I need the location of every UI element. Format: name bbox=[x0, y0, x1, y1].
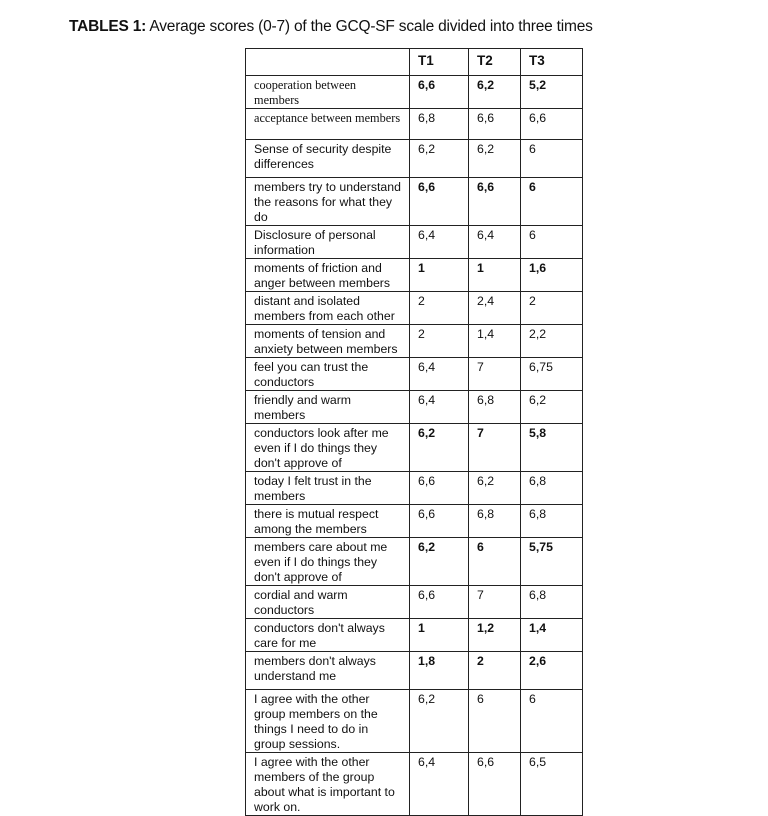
t1-cell: 2 bbox=[410, 325, 469, 358]
t3-cell: 6,75 bbox=[521, 358, 583, 391]
t2-cell: 6,8 bbox=[469, 391, 521, 424]
t2-cell: 2,4 bbox=[469, 292, 521, 325]
table-body bbox=[246, 76, 583, 816]
table-caption bbox=[69, 18, 593, 36]
item-cell: I agree with the other group members on the things I need to do in group sessions. bbox=[246, 690, 410, 753]
item-cell: members try to understand the reasons for what they do bbox=[246, 178, 410, 226]
item-cell: conductors don't always care for me bbox=[246, 619, 410, 652]
t3-cell: 5,75 bbox=[521, 538, 583, 586]
t3-cell: 1,6 bbox=[521, 259, 583, 292]
t2-cell: 7 bbox=[469, 424, 521, 472]
t3-cell: 6,2 bbox=[521, 391, 583, 424]
table-row bbox=[246, 505, 583, 538]
table-row bbox=[246, 358, 583, 391]
t3-cell: 6,6 bbox=[521, 109, 583, 140]
t1-cell: 6,6 bbox=[410, 505, 469, 538]
t3-cell: 6 bbox=[521, 690, 583, 753]
item-cell: cordial and warm conductors bbox=[246, 586, 410, 619]
t2-cell: 6 bbox=[469, 690, 521, 753]
t2-cell: 1,4 bbox=[469, 325, 521, 358]
header-item bbox=[246, 49, 410, 76]
item-cell: members don't always understand me bbox=[246, 652, 410, 690]
item-cell: moments of tension and anxiety between members bbox=[246, 325, 410, 358]
t1-cell: 1,8 bbox=[410, 652, 469, 690]
item-cell: friendly and warm members bbox=[246, 391, 410, 424]
header-t2: T2 bbox=[469, 49, 521, 76]
t1-cell: 6,2 bbox=[410, 538, 469, 586]
t1-cell: 6,2 bbox=[410, 424, 469, 472]
t1-cell: 6,2 bbox=[410, 690, 469, 753]
t3-cell: 5,2 bbox=[521, 76, 583, 109]
t3-cell: 1,4 bbox=[521, 619, 583, 652]
t1-cell: 6,2 bbox=[410, 140, 469, 178]
t2-cell: 6 bbox=[469, 538, 521, 586]
t3-cell: 5,8 bbox=[521, 424, 583, 472]
table-row bbox=[246, 538, 583, 586]
table-row bbox=[246, 259, 583, 292]
t2-cell: 6,6 bbox=[469, 178, 521, 226]
caption-text: Average scores (0-7) of the GCQ-SF scale divided into three times bbox=[146, 18, 593, 35]
t3-cell: 6 bbox=[521, 140, 583, 178]
t1-cell: 6,4 bbox=[410, 226, 469, 259]
item-cell: feel you can trust the conductors bbox=[246, 358, 410, 391]
item-cell: Disclosure of personal information bbox=[246, 226, 410, 259]
table-row bbox=[246, 619, 583, 652]
t2-cell: 6,6 bbox=[469, 753, 521, 816]
t1-cell: 6,6 bbox=[410, 178, 469, 226]
t3-cell: 6 bbox=[521, 226, 583, 259]
t2-cell: 1,2 bbox=[469, 619, 521, 652]
item-cell: there is mutual respect among the members bbox=[246, 505, 410, 538]
t1-cell: 1 bbox=[410, 619, 469, 652]
t1-cell: 6,6 bbox=[410, 586, 469, 619]
t2-cell: 2 bbox=[469, 652, 521, 690]
item-cell: distant and isolated members from each other bbox=[246, 292, 410, 325]
t1-cell: 6,4 bbox=[410, 391, 469, 424]
table-row bbox=[246, 292, 583, 325]
table-row bbox=[246, 226, 583, 259]
t2-cell: 7 bbox=[469, 586, 521, 619]
t3-cell: 6,5 bbox=[521, 753, 583, 816]
table-row bbox=[246, 76, 583, 109]
item-cell: cooperation between members bbox=[246, 76, 410, 109]
t1-cell: 2 bbox=[410, 292, 469, 325]
table-row bbox=[246, 652, 583, 690]
item-cell: Sense of security despite differences bbox=[246, 140, 410, 178]
item-cell: I agree with the other members of the group about what is important to work on. bbox=[246, 753, 410, 816]
item-cell: acceptance between members bbox=[246, 109, 410, 140]
table-row bbox=[246, 178, 583, 226]
t1-cell: 1 bbox=[410, 259, 469, 292]
t3-cell: 6,8 bbox=[521, 586, 583, 619]
table-row bbox=[246, 690, 583, 753]
t2-cell: 6,2 bbox=[469, 76, 521, 109]
t2-cell: 6,6 bbox=[469, 109, 521, 140]
header-t3: T3 bbox=[521, 49, 583, 76]
t2-cell: 6,8 bbox=[469, 505, 521, 538]
table-row bbox=[246, 424, 583, 472]
t3-cell: 2,2 bbox=[521, 325, 583, 358]
t3-cell: 2 bbox=[521, 292, 583, 325]
header-t1: T1 bbox=[410, 49, 469, 76]
t3-cell: 6,8 bbox=[521, 505, 583, 538]
table-row bbox=[246, 140, 583, 178]
t3-cell: 6,8 bbox=[521, 472, 583, 505]
table-row bbox=[246, 586, 583, 619]
t3-cell: 6 bbox=[521, 178, 583, 226]
t1-cell: 6,4 bbox=[410, 753, 469, 816]
t1-cell: 6,4 bbox=[410, 358, 469, 391]
t1-cell: 6,6 bbox=[410, 472, 469, 505]
table-row bbox=[246, 472, 583, 505]
table-row bbox=[246, 391, 583, 424]
t2-cell: 6,4 bbox=[469, 226, 521, 259]
table-row bbox=[246, 325, 583, 358]
caption-label: TABLES 1: bbox=[69, 18, 147, 35]
item-cell: moments of friction and anger between members bbox=[246, 259, 410, 292]
item-cell: conductors look after me even if I do things they don't approve of bbox=[246, 424, 410, 472]
t1-cell: 6,6 bbox=[410, 76, 469, 109]
t2-cell: 6,2 bbox=[469, 472, 521, 505]
table-row bbox=[246, 753, 583, 816]
t1-cell: 6,8 bbox=[410, 109, 469, 140]
t2-cell: 7 bbox=[469, 358, 521, 391]
item-cell: today I felt trust in the members bbox=[246, 472, 410, 505]
header-row bbox=[246, 49, 583, 76]
item-cell: members care about me even if I do things they don't approve of bbox=[246, 538, 410, 586]
scores-table bbox=[245, 48, 583, 816]
table-row bbox=[246, 109, 583, 140]
t3-cell: 2,6 bbox=[521, 652, 583, 690]
t2-cell: 6,2 bbox=[469, 140, 521, 178]
t2-cell: 1 bbox=[469, 259, 521, 292]
